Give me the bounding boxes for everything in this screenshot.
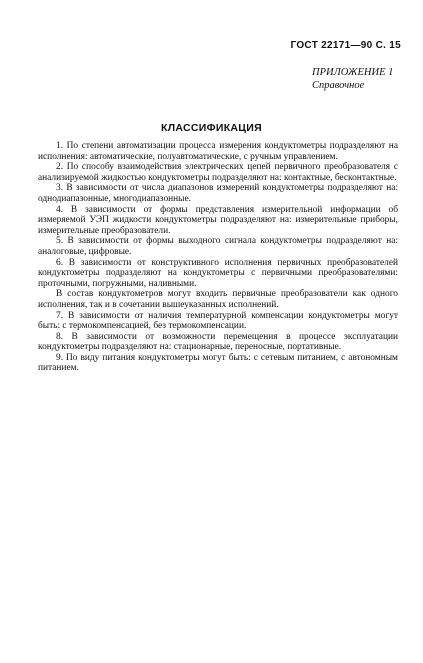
classification-text bbox=[38, 141, 398, 374]
paragraph-1: 1. По степени автоматизации процесса измерения кондуктометры подразделяют на исполнения: автоматические, полуавтоматические, с ручным управлением. bbox=[38, 141, 398, 162]
paragraph-7: 7. В зависимости от наличия температурной компенсации кондуктометры могут быть: с термокомпенсацией, без термокомпенсации. bbox=[38, 310, 398, 332]
paragraph-6: 6. В зависимости от конструктивного исполнения первичных преобразователей кондуктометры подразделяют на кондуктометры с первичными преобразователями: проточными, погружными, наливными. bbox=[38, 257, 398, 289]
paragraph-3: 3. В зависимости от числа диапазонов измерений кондуктометры подразделяют на: однодиапазонные, многодиапазонные. bbox=[38, 183, 398, 204]
paragraph-5: 5. В зависимости от формы выходного сигнала кондуктометры подразделяют на: аналоговые, цифровые. bbox=[38, 236, 398, 257]
section-title: КЛАССИФИКАЦИЯ bbox=[161, 122, 262, 134]
page-header: ГОСТ 22171—90 С. 15 bbox=[290, 40, 401, 51]
paragraph-6-note: В состав кондуктометров могут входить первичные преобразователи как одного исполнения, так и в сочетании вышеуказанных исполнений. bbox=[38, 289, 398, 310]
appendix-label: ПРИЛОЖЕНИЕ 1 bbox=[312, 67, 394, 78]
paragraph-2: 2. По способу взаимодействия электрических цепей первичного преобразователя с анализируемой жидкостью кондуктометры подразделяют на: контактные, бесконтактные. bbox=[38, 162, 398, 183]
appendix-block bbox=[312, 66, 393, 92]
paragraph-9: 9. По виду питания кондуктометры могут быть: с сетевым питанием, с автономным питанием. bbox=[38, 352, 398, 374]
paragraph-4: 4. В зависимости от формы представления измерительной информации об измеряемой УЭП жидкости кондуктометры подразделяют на: измерительные приборы, измерительные преобразователи. bbox=[38, 204, 398, 236]
paragraph-8: 8. В зависимости от возможности перемещения в процессе эксплуатации кондуктометры подразделяют на: стационарные, переносные, портативные. bbox=[38, 331, 398, 353]
appendix-subtitle: Справочное bbox=[312, 80, 365, 91]
